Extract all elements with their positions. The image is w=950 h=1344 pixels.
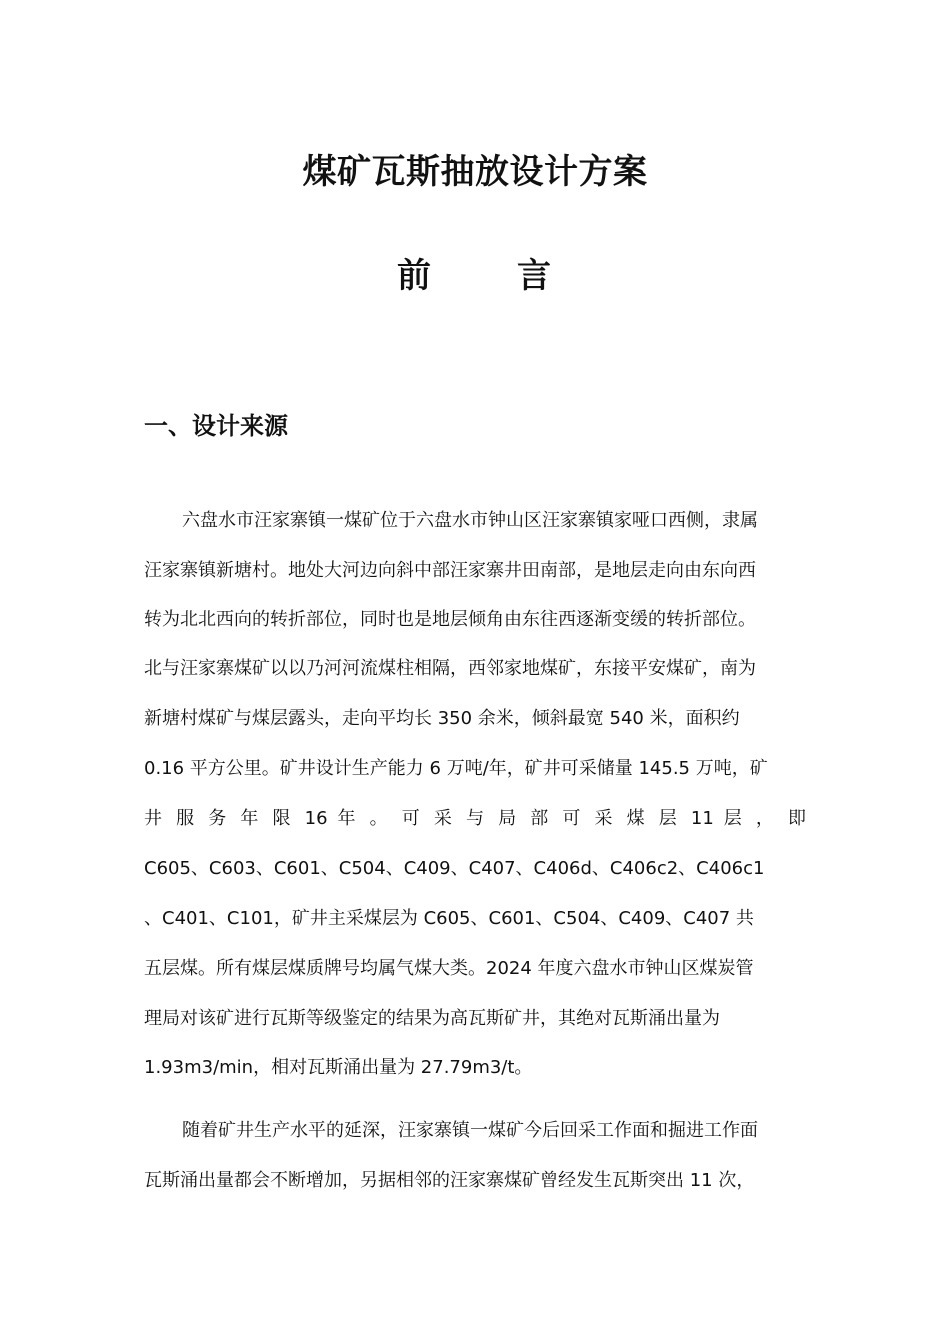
- paragraph1-line: 、C401、C101，矿井主采煤层为 C605、C601、C504、C409、C407 共: [144, 908, 754, 929]
- preface-heading: [0, 254, 950, 298]
- paragraph1-line: 0.16 平方公里。矿井设计生产能力 6 万吨/年，矿井可采储量 145.5 万吨，矿: [144, 758, 768, 779]
- paragraph1-line: 五层煤。所有煤层煤质牌号均属气煤大类。2024 年度六盘水市钟山区煤炭管: [144, 958, 754, 979]
- paragraph1-line: 1.93m3/min，相对瓦斯涌出量为 27.79m3/t。: [144, 1057, 533, 1078]
- paragraph1-line: 井 服 务 年 限 16 年 。 可 采 与 局 部 可 采 煤 层 11 层 ， 即: [144, 808, 806, 829]
- paragraph2-line: 瓦斯涌出量都会不断增加，另据相邻的汪家寨煤矿曾经发生瓦斯突出 11 次，: [144, 1170, 755, 1191]
- paragraph1-line: 汪家寨镇新塘村。地处大河边向斜中部汪家寨井田南部，是地层走向由东向西: [144, 560, 756, 581]
- section-heading-design-source: 一、设计来源: [144, 412, 288, 440]
- paragraph1-line: 新塘村煤矿与煤层露头，走向平均长 350 余米，倾斜最宽 540 米，面积约: [144, 708, 740, 729]
- paragraph2-line: 随着矿井生产水平的延深，汪家寨镇一煤矿今后回采工作面和掘进工作面: [182, 1120, 758, 1141]
- document-title: 煤矿瓦斯抽放设计方案: [302, 152, 648, 192]
- paragraph1-line: 理局对该矿进行瓦斯等级鉴定的结果为高瓦斯矿井，其绝对瓦斯涌出量为: [144, 1008, 720, 1029]
- paragraph1-line: C605、C603、C601、C504、C409、C407、C406d、C406c2、C406c1: [144, 858, 765, 879]
- preface-char-2: 言: [517, 256, 551, 296]
- preface-char-1: 前: [397, 256, 431, 296]
- paragraph1-line: 北与汪家寨煤矿以以乃河河流煤柱相隔，西邻家地煤矿，东接平安煤矿，南为: [144, 658, 756, 679]
- paragraph1-line: 转为北北西向的转折部位，同时也是地层倾角由东往西逐渐变缓的转折部位。: [144, 609, 756, 630]
- paragraph1-line: 六盘水市汪家寨镇一煤矿位于六盘水市钟山区汪家寨镇家哑口西侧，隶属: [182, 510, 758, 531]
